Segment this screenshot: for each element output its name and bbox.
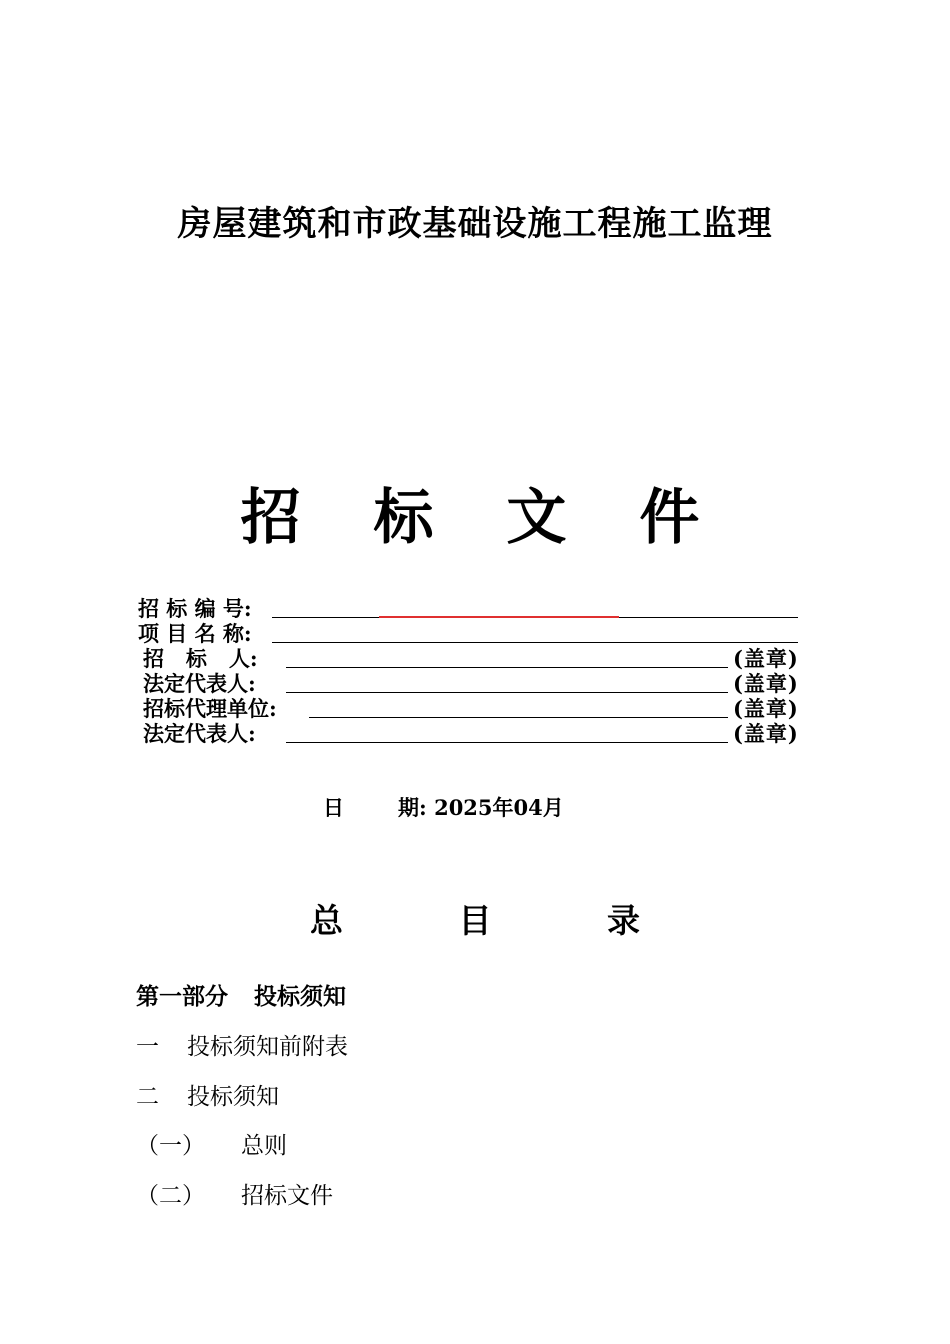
date-row xyxy=(323,792,564,822)
date-label-a: 日 xyxy=(323,795,344,820)
toc-item-number: 第一部分 xyxy=(136,983,228,1010)
toc-item-text: 招标文件 xyxy=(241,1183,333,1209)
date-value: 2025年04月 xyxy=(434,795,564,820)
bid-number-label: 招 标 编 号: xyxy=(138,596,252,621)
tenderer-row xyxy=(143,646,823,671)
document-subtitle: 房屋建筑和市政基础设施工程施工监理 xyxy=(177,204,773,244)
tenderer-field[interactable] xyxy=(286,667,728,668)
toc-item[interactable] xyxy=(136,1127,287,1160)
project-name-field[interactable] xyxy=(272,642,798,643)
toc-item[interactable] xyxy=(136,978,346,1011)
legal-rep-seal-2: (盖章) xyxy=(733,721,799,746)
legal-rep-label-2: 法定代表人: xyxy=(143,721,256,746)
project-name-label: 项 目 名 称: xyxy=(138,621,252,646)
legal-rep-row-1 xyxy=(143,671,823,696)
toc-item-number: （二） xyxy=(136,1183,205,1209)
document-title: 招 标 文 件 xyxy=(240,483,726,553)
toc-item[interactable] xyxy=(136,1028,348,1061)
agency-label: 招标代理单位: xyxy=(143,696,277,721)
toc-item[interactable] xyxy=(136,1078,279,1111)
agency-field[interactable] xyxy=(309,717,728,718)
legal-rep-seal-1: (盖章) xyxy=(733,671,799,696)
toc-item-text: 投标须知前附表 xyxy=(187,1034,348,1060)
tenderer-label: 招 标 人: xyxy=(143,646,258,671)
agency-row xyxy=(143,696,823,721)
legal-rep-field-2[interactable] xyxy=(286,742,728,743)
bid-number-row xyxy=(138,596,808,621)
tenderer-seal: (盖章) xyxy=(733,646,799,671)
toc-item-number: 二 xyxy=(136,1084,159,1110)
toc-title: 总 目 录 xyxy=(310,901,692,940)
legal-rep-field-1[interactable] xyxy=(286,692,728,693)
toc-item-number: （一） xyxy=(136,1133,205,1159)
legal-rep-label-1: 法定代表人: xyxy=(143,671,256,696)
bid-number-highlight xyxy=(379,616,619,618)
toc-item-text: 投标须知 xyxy=(254,983,346,1010)
toc-item[interactable] xyxy=(136,1177,333,1210)
toc-item-text: 总则 xyxy=(241,1133,287,1159)
toc-item-number: 一 xyxy=(136,1034,159,1060)
date-label-b: 期: xyxy=(398,795,427,820)
agency-seal: (盖章) xyxy=(733,696,799,721)
legal-rep-row-2 xyxy=(143,721,823,746)
toc-item-text: 投标须知 xyxy=(187,1084,279,1110)
project-name-row xyxy=(138,621,808,646)
